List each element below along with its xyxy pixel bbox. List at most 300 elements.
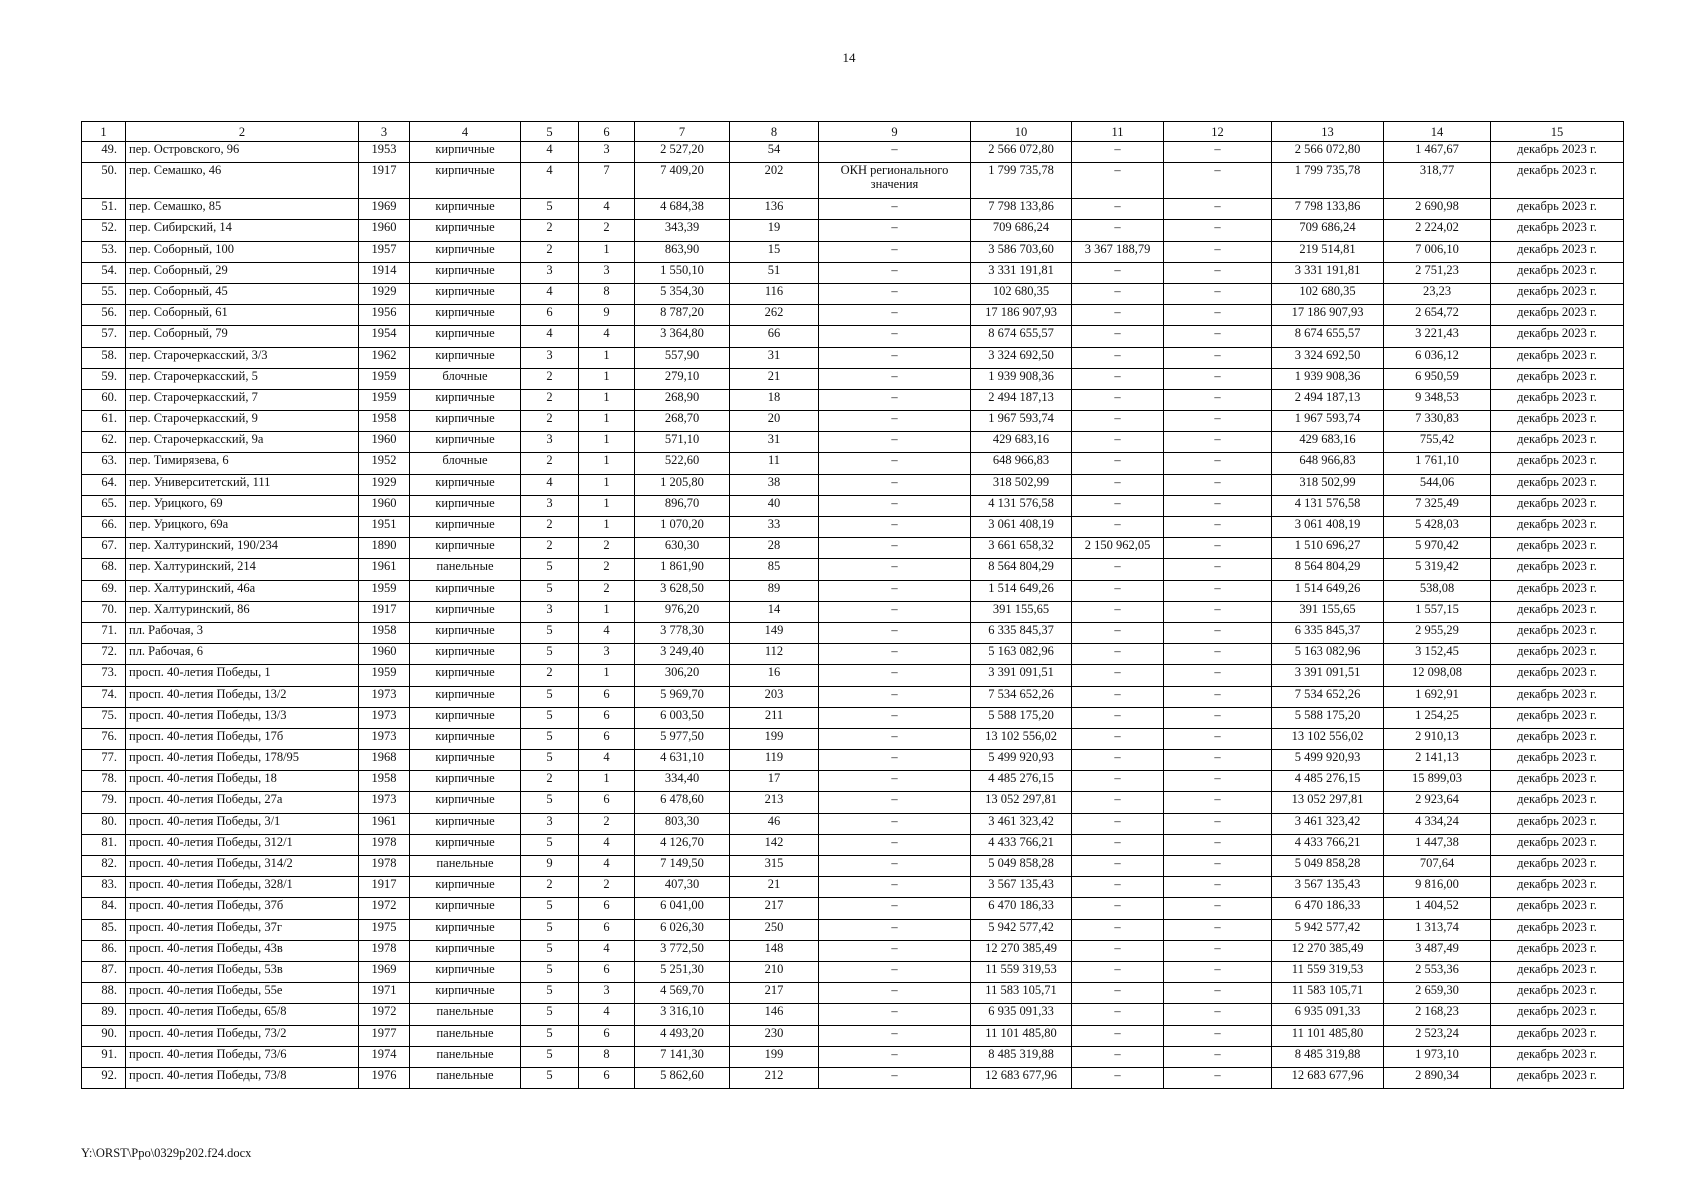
table-cell: кирпичные [410,517,521,538]
table-cell: – [1072,453,1164,474]
table-row [82,262,1624,283]
table-cell: кирпичные [410,898,521,919]
table-cell: 1972 [359,898,410,919]
table-cell: 4 [579,326,635,347]
table-cell: 2 566 072,80 [1272,142,1384,163]
table-row [82,1067,1624,1088]
table-cell: декабрь 2023 г. [1491,644,1624,665]
header-cell: 7 [635,122,730,142]
table-cell: декабрь 2023 г. [1491,411,1624,432]
table-cell: – [1164,856,1272,877]
table-cell: 2 [521,517,579,538]
table-cell: – [1164,1004,1272,1025]
table-cell: 5 319,42 [1384,559,1491,580]
table-row [82,686,1624,707]
table-cell: 279,10 [635,368,730,389]
table-cell: 1 861,90 [635,559,730,580]
table-cell: 1969 [359,199,410,220]
table-cell: 1 205,80 [635,474,730,495]
table-cell: – [1072,877,1164,898]
table-cell: – [819,707,971,728]
table-cell: 53. [82,241,126,262]
table-cell: просп. 40-летия Победы, 17б [126,728,359,749]
table-cell: декабрь 2023 г. [1491,622,1624,643]
table-cell: – [1164,368,1272,389]
table-cell: 1 967 593,74 [1272,411,1384,432]
table-cell: 2 [521,877,579,898]
table-cell: 219 514,81 [1272,241,1384,262]
table-row [82,517,1624,538]
table-cell: 92. [82,1067,126,1088]
table-cell: просп. 40-летия Победы, 73/6 [126,1046,359,1067]
table-cell: просп. 40-летия Победы, 13/3 [126,707,359,728]
table-cell: – [819,199,971,220]
table-cell: – [819,877,971,898]
table-cell: 6 470 186,33 [971,898,1072,919]
table-cell: 3 [521,347,579,368]
table-row [82,163,1624,199]
table-cell: кирпичные [410,728,521,749]
table-cell: 21 [730,368,819,389]
table-cell: 64. [82,474,126,495]
table-cell: 1 799 735,78 [971,163,1072,199]
table-cell: 1 [579,368,635,389]
table-cell: – [1164,220,1272,241]
table-cell: – [1164,163,1272,199]
table-cell: кирпичные [410,495,521,516]
table-cell: – [1072,474,1164,495]
table-cell: кирпичные [410,813,521,834]
table-cell: 2 [521,389,579,410]
table-cell: 1960 [359,495,410,516]
table-cell: просп. 40-летия Победы, 37б [126,898,359,919]
table-cell: 268,90 [635,389,730,410]
table-cell: 1 [579,601,635,622]
table-cell: 149 [730,622,819,643]
table-cell: 5 942 577,42 [971,919,1072,940]
table-cell: 306,20 [635,665,730,686]
table-cell: – [1164,432,1272,453]
table-cell: – [1164,580,1272,601]
table-cell: кирпичные [410,707,521,728]
table-cell: 199 [730,1046,819,1067]
table-cell: 28 [730,538,819,559]
table-cell: – [1072,771,1164,792]
table-cell: 5 [521,622,579,643]
table-row [82,856,1624,877]
table-cell: 707,64 [1384,856,1491,877]
table-cell: 17 186 907,93 [1272,305,1384,326]
table-cell: – [1072,1046,1164,1067]
table-cell: – [1164,305,1272,326]
table-cell: 5 251,30 [635,961,730,982]
header-cell: 6 [579,122,635,142]
table-cell: 4 126,70 [635,834,730,855]
table-cell: – [819,389,971,410]
table-cell: 5 [521,686,579,707]
table-cell: 46 [730,813,819,834]
table-cell: 5 [521,559,579,580]
table-cell: 2 910,13 [1384,728,1491,749]
table-row [82,368,1624,389]
table-cell: 1914 [359,262,410,283]
table-cell: – [1072,411,1164,432]
table-cell: 3 [521,432,579,453]
table-cell: 4 [579,834,635,855]
table-cell: 1975 [359,919,410,940]
table-cell: 2 955,29 [1384,622,1491,643]
table-cell: 7 006,10 [1384,241,1491,262]
table-cell: 2 141,13 [1384,750,1491,771]
table-cell: кирпичные [410,834,521,855]
housing-table [81,121,1624,1089]
table-cell: 82. [82,856,126,877]
table-cell: 6 935 091,33 [971,1004,1072,1025]
table-cell: – [819,1067,971,1088]
table-row [82,728,1624,749]
table-row [82,750,1624,771]
table-cell: декабрь 2023 г. [1491,728,1624,749]
header-cell: 1 [82,122,126,142]
table-cell: кирпичные [410,474,521,495]
table-cell: – [1072,495,1164,516]
table-cell: кирпичные [410,771,521,792]
table-cell: пер. Урицкого, 69 [126,495,359,516]
table-cell: – [1072,940,1164,961]
table-cell: декабрь 2023 г. [1491,1067,1624,1088]
table-cell: кирпичные [410,347,521,368]
table-cell: 2 [579,538,635,559]
table-cell: 8 485 319,88 [971,1046,1072,1067]
table-cell: – [819,474,971,495]
table-cell: 4 569,70 [635,983,730,1004]
table-cell: 429 683,16 [971,432,1072,453]
table-cell: – [1164,686,1272,707]
table-cell: – [1164,898,1272,919]
table-cell: декабрь 2023 г. [1491,877,1624,898]
table-cell: 6 [579,1025,635,1046]
table-cell: 60. [82,389,126,410]
table-cell: – [1164,389,1272,410]
table-cell: пер. Соборный, 61 [126,305,359,326]
table-cell: 1 [579,453,635,474]
table-cell: – [819,559,971,580]
table-cell: 12 683 677,96 [971,1067,1072,1088]
table-cell: кирпичные [410,919,521,940]
table-cell: просп. 40-летия Победы, 3/1 [126,813,359,834]
table-cell: – [819,898,971,919]
table-cell: 3 331 191,81 [1272,262,1384,283]
header-cell: 2 [126,122,359,142]
table-cell: декабрь 2023 г. [1491,686,1624,707]
table-cell: 8 674 655,57 [971,326,1072,347]
table-cell: – [1164,262,1272,283]
table-cell: – [1072,262,1164,283]
table-cell: декабрь 2023 г. [1491,961,1624,982]
table-cell: 3 391 091,51 [971,665,1072,686]
table-cell: 1 [579,771,635,792]
table-cell: 5 [521,644,579,665]
table-cell: 5 499 920,93 [971,750,1072,771]
table-cell: – [1072,1067,1164,1088]
table-cell: 23,23 [1384,283,1491,304]
table-cell: 3 367 188,79 [1072,241,1164,262]
table-cell: 1958 [359,771,410,792]
table-row [82,305,1624,326]
table-cell: – [1072,728,1164,749]
table-cell: – [1164,919,1272,940]
table-cell: – [1072,665,1164,686]
table-cell: 4 131 576,58 [971,495,1072,516]
table-cell: 63. [82,453,126,474]
table-cell: 203 [730,686,819,707]
table-cell: 3 364,80 [635,326,730,347]
table-cell: – [819,453,971,474]
table-cell: кирпичные [410,305,521,326]
table-cell: 1 799 735,78 [1272,163,1384,199]
table-cell: 896,70 [635,495,730,516]
table-row [82,707,1624,728]
table-row [82,813,1624,834]
table-cell: – [1164,750,1272,771]
table-cell: 4 684,38 [635,199,730,220]
table-cell: 217 [730,983,819,1004]
table-cell: 1971 [359,983,410,1004]
table-cell: пер. Соборный, 29 [126,262,359,283]
header-cell: 10 [971,122,1072,142]
table-cell: 3 391 091,51 [1272,665,1384,686]
table-cell: 2 690,98 [1384,199,1491,220]
table-row [82,142,1624,163]
table-cell: 2 [521,771,579,792]
table-cell: 6 [579,728,635,749]
table-cell: пер. Соборный, 100 [126,241,359,262]
table-cell: 52. [82,220,126,241]
table-cell: 5 [521,1025,579,1046]
table-cell: 217 [730,898,819,919]
table-cell: 102 680,35 [1272,283,1384,304]
table-cell: декабрь 2023 г. [1491,834,1624,855]
table-cell: 5 [521,1067,579,1088]
table-cell: 5 [521,919,579,940]
table-cell: 315 [730,856,819,877]
table-row [82,559,1624,580]
table-row [82,961,1624,982]
table-cell: 9 348,53 [1384,389,1491,410]
table-cell: 2 [521,411,579,432]
table-cell: – [1164,665,1272,686]
table-cell: 3 324 692,50 [971,347,1072,368]
table-cell: 1 404,52 [1384,898,1491,919]
table-cell: – [1164,283,1272,304]
table-cell: 72. [82,644,126,665]
table-cell: – [819,1046,971,1067]
table-cell: 3 567 135,43 [971,877,1072,898]
table-cell: пер. Островского, 96 [126,142,359,163]
table-cell: 1953 [359,142,410,163]
table-cell: 102 680,35 [971,283,1072,304]
table-cell: – [819,601,971,622]
table-cell: 3 461 323,42 [971,813,1072,834]
table-cell: 2 494 187,13 [1272,389,1384,410]
table-cell: 1 550,10 [635,262,730,283]
table-cell: – [1072,644,1164,665]
table-cell: – [819,644,971,665]
table-cell: – [819,1004,971,1025]
table-cell: 86. [82,940,126,961]
table-cell: просп. 40-летия Победы, 73/2 [126,1025,359,1046]
table-cell: 2 923,64 [1384,792,1491,813]
table-cell: 12 270 385,49 [1272,940,1384,961]
table-cell: 5 [521,961,579,982]
table-cell: панельные [410,559,521,580]
table-cell: – [1072,220,1164,241]
table-cell: пл. Рабочая, 3 [126,622,359,643]
table-cell: 6 036,12 [1384,347,1491,368]
table-cell: 1968 [359,750,410,771]
table-cell: просп. 40-летия Победы, 1 [126,665,359,686]
table-cell: 19 [730,220,819,241]
table-cell: 1 692,91 [1384,686,1491,707]
table-cell: 1 070,20 [635,517,730,538]
table-cell: пер. Семашко, 85 [126,199,359,220]
table-cell: 7 409,20 [635,163,730,199]
table-cell: просп. 40-летия Победы, 13/2 [126,686,359,707]
table-cell: – [819,517,971,538]
table-cell: 13 052 297,81 [971,792,1072,813]
table-cell: 6 [579,919,635,940]
table-row [82,1046,1624,1067]
table-cell: 87. [82,961,126,982]
table-cell: 71. [82,622,126,643]
table-cell: 88. [82,983,126,1004]
table-cell: 73. [82,665,126,686]
table-cell: 75. [82,707,126,728]
table-cell: 1 [579,389,635,410]
header-cell: 9 [819,122,971,142]
table-cell: 3 [521,601,579,622]
table-cell: 2 [521,368,579,389]
table-row [82,241,1624,262]
table-cell: 1969 [359,961,410,982]
table-cell: 89. [82,1004,126,1025]
table-cell: декабрь 2023 г. [1491,813,1624,834]
table-cell: – [1072,834,1164,855]
table-cell: кирпичные [410,940,521,961]
table-cell: 391 155,65 [971,601,1072,622]
table-cell: 69. [82,580,126,601]
table-cell: декабрь 2023 г. [1491,389,1624,410]
table-cell: 5 970,42 [1384,538,1491,559]
table-cell: 630,30 [635,538,730,559]
table-cell: – [1164,728,1272,749]
table-cell: – [819,241,971,262]
table-cell: 83. [82,877,126,898]
table-row [82,580,1624,601]
table-cell: 5 [521,983,579,1004]
table-cell: 11 583 105,71 [971,983,1072,1004]
table-cell: 54 [730,142,819,163]
table-cell: 1961 [359,559,410,580]
table-cell: 1 967 593,74 [971,411,1072,432]
table-row [82,453,1624,474]
table-cell: 4 [579,750,635,771]
table-cell: – [1164,517,1272,538]
table-cell: 391 155,65 [1272,601,1384,622]
table-cell: кирпичные [410,241,521,262]
table-cell: декабрь 2023 г. [1491,474,1624,495]
table-cell: 21 [730,877,819,898]
table-cell: 4 [521,474,579,495]
table-cell: пер. Старочеркасский, 9а [126,432,359,453]
header-cell: 14 [1384,122,1491,142]
table-cell: – [819,305,971,326]
table-cell: кирпичные [410,686,521,707]
table-cell: 2 527,20 [635,142,730,163]
table-cell: кирпичные [410,601,521,622]
table-cell: 14 [730,601,819,622]
table-cell: пер. Старочеркасский, 5 [126,368,359,389]
table-cell: декабрь 2023 г. [1491,283,1624,304]
table-cell: 67. [82,538,126,559]
table-cell: 3 061 408,19 [1272,517,1384,538]
table-cell: 2 168,23 [1384,1004,1491,1025]
table-cell: 6 [521,305,579,326]
table-cell: 4 [521,283,579,304]
table-cell: декабрь 2023 г. [1491,142,1624,163]
table-cell: 5 [521,940,579,961]
table-cell: 89 [730,580,819,601]
table-cell: 5 588 175,20 [1272,707,1384,728]
table-cell: 74. [82,686,126,707]
table-cell: 4 493,20 [635,1025,730,1046]
table-cell: 1973 [359,728,410,749]
table-row [82,326,1624,347]
table-cell: 79. [82,792,126,813]
table-cell: 343,39 [635,220,730,241]
table-cell: 8 [579,1046,635,1067]
table-cell: 3 [579,644,635,665]
table-cell: – [1072,707,1164,728]
table-cell: 31 [730,432,819,453]
table-cell: – [819,856,971,877]
table-cell: кирпичные [410,622,521,643]
table-cell: 3 061 408,19 [971,517,1072,538]
table-cell: – [819,961,971,982]
table-cell: 2 [521,453,579,474]
table-row [82,495,1624,516]
table-cell: 5 942 577,42 [1272,919,1384,940]
table-cell: просп. 40-летия Победы, 328/1 [126,877,359,898]
table-cell: декабрь 2023 г. [1491,241,1624,262]
table-cell: 199 [730,728,819,749]
table-cell: 1959 [359,389,410,410]
table-cell: 4 334,24 [1384,813,1491,834]
table-cell: пер. Семашко, 46 [126,163,359,199]
table-cell: – [1072,1004,1164,1025]
table-cell: декабрь 2023 г. [1491,368,1624,389]
table-cell: 66. [82,517,126,538]
table-cell: 2 [521,220,579,241]
table-cell: 1978 [359,940,410,961]
table-cell: 2 890,34 [1384,1067,1491,1088]
table-cell: 1 254,25 [1384,707,1491,728]
table-cell: 6 [579,792,635,813]
table-cell: 5 354,30 [635,283,730,304]
table-cell: – [1072,142,1164,163]
table-cell: 6 003,50 [635,707,730,728]
table-cell: 1 939 908,36 [971,368,1072,389]
